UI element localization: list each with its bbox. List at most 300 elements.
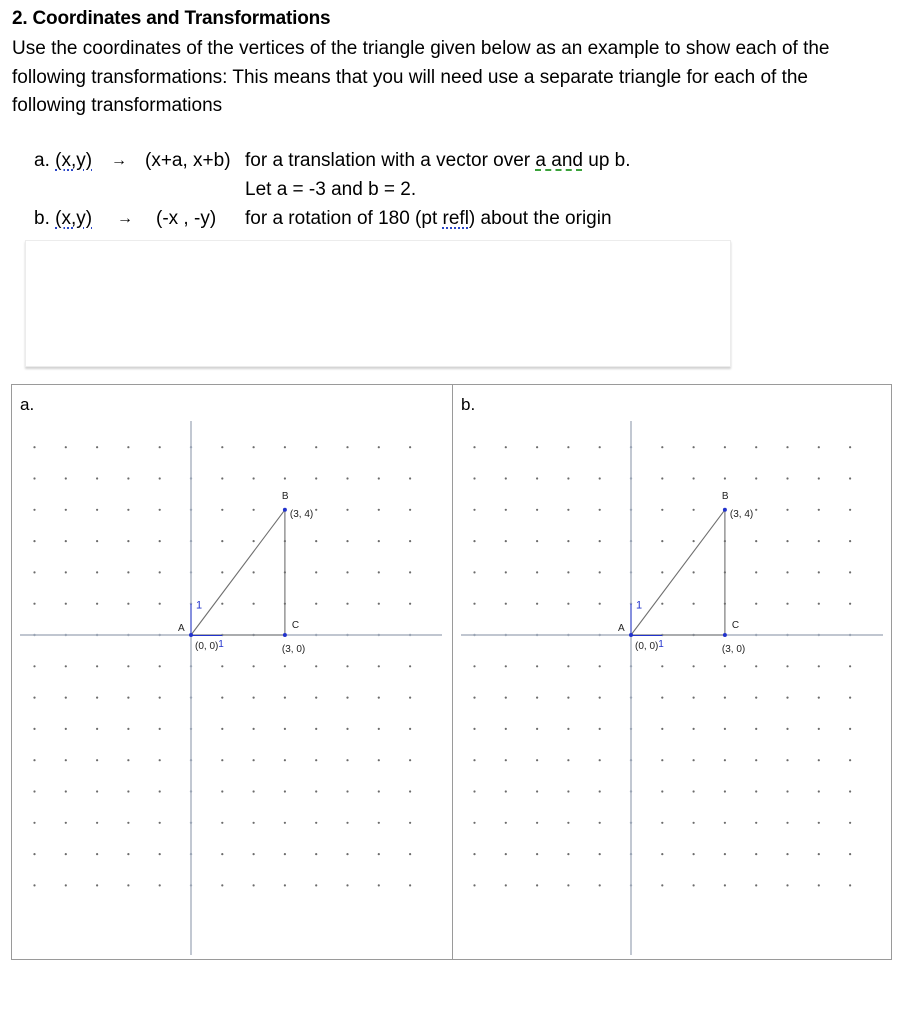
axis-tick — [630, 665, 632, 667]
grid-dot — [96, 571, 98, 573]
grid-dot — [567, 603, 569, 605]
grid-dot — [253, 540, 255, 542]
grid-dot — [378, 665, 380, 667]
grid-dot — [786, 509, 788, 511]
axis-tick — [96, 634, 98, 636]
grid-dot — [127, 509, 129, 511]
grid-dot — [96, 603, 98, 605]
grid-dot — [536, 728, 538, 730]
grid-dot — [724, 790, 726, 792]
grid-dot — [378, 697, 380, 699]
axis-tick — [786, 634, 788, 636]
grid-dot — [315, 603, 317, 605]
grid-dot — [221, 728, 223, 730]
grid-dot — [315, 571, 317, 573]
grid-dot — [378, 603, 380, 605]
grid-dot — [755, 603, 757, 605]
axis-tick — [190, 696, 192, 698]
grid-dot — [315, 884, 317, 886]
grid-dot — [315, 759, 317, 761]
rule-b-desc-flagged: refl — [442, 208, 469, 229]
grid-dot — [378, 728, 380, 730]
axis-tick — [33, 634, 35, 636]
grid-dot — [409, 571, 411, 573]
grid-dot — [724, 446, 726, 448]
grid-dot — [849, 571, 851, 573]
grid-dot — [599, 446, 601, 448]
grid-dot — [253, 697, 255, 699]
grid-dot — [505, 665, 507, 667]
grid-dot — [378, 822, 380, 824]
grid-dot — [159, 884, 161, 886]
grid-dot — [849, 728, 851, 730]
grid-dot — [661, 853, 663, 855]
axis-tick — [159, 634, 161, 636]
grid-dot — [409, 728, 411, 730]
grid-dot — [284, 446, 286, 448]
grid-dot — [755, 853, 757, 855]
coord-label-b: (3, 4) — [289, 508, 314, 520]
grid-dot — [127, 571, 129, 573]
rule-b-description — [245, 208, 612, 230]
grid-dot — [221, 853, 223, 855]
grid-dot — [661, 759, 663, 761]
grid-dot — [818, 665, 820, 667]
grid-dot — [127, 884, 129, 886]
grid-dot — [284, 853, 286, 855]
grid-dot — [253, 477, 255, 479]
axis-tick — [473, 634, 475, 636]
grid-dot — [661, 822, 663, 824]
grid-dot — [127, 665, 129, 667]
grid-dot — [253, 665, 255, 667]
grid-dot — [786, 477, 788, 479]
rule-b-output-coords: (-x , -y) — [156, 208, 217, 229]
grid-dot — [818, 697, 820, 699]
coord-label-c: (3, 0) — [281, 644, 306, 655]
grid-dot — [346, 853, 348, 855]
grid-dot — [693, 603, 695, 605]
grid-dot — [505, 509, 507, 511]
grid-dot — [849, 509, 851, 511]
grid-dot — [599, 477, 601, 479]
grid-dot — [786, 822, 788, 824]
grid-dot — [567, 697, 569, 699]
grid-dot — [818, 759, 820, 761]
grid-dot — [724, 697, 726, 699]
grid-dot — [755, 477, 757, 479]
grid-dot — [505, 790, 507, 792]
grid-dot — [536, 665, 538, 667]
grid-dot — [65, 477, 67, 479]
grid-dot — [127, 728, 129, 730]
grid-dot — [127, 759, 129, 761]
grid-dot — [599, 759, 601, 761]
grid-dot — [661, 571, 663, 573]
coord-label-a: (0, 0) — [635, 641, 659, 652]
grid-dot — [505, 853, 507, 855]
grid-dot — [567, 571, 569, 573]
grid-dot — [505, 697, 507, 699]
rule-b-label — [34, 208, 92, 230]
grid-dot — [346, 477, 348, 479]
grid-dot — [378, 446, 380, 448]
triangle-side-ab — [191, 510, 285, 635]
grid-dot — [818, 728, 820, 730]
grid-dot — [505, 759, 507, 761]
grid-dot — [818, 822, 820, 824]
grid-dot — [536, 697, 538, 699]
grid-dot — [33, 790, 35, 792]
grid-dot — [96, 728, 98, 730]
grid-dot — [284, 790, 286, 792]
grid-dot — [786, 446, 788, 448]
grid-dot — [536, 446, 538, 448]
grid-dot — [599, 540, 601, 542]
grid-dot — [346, 571, 348, 573]
grid-dot — [536, 759, 538, 761]
grid-a-label: a. — [20, 395, 35, 414]
point-a — [189, 633, 193, 637]
grid-dot — [221, 822, 223, 824]
point-b — [723, 508, 727, 512]
coord-label-a: (0, 0) — [195, 641, 219, 652]
point-c — [283, 633, 287, 637]
grid-dot — [473, 540, 475, 542]
grid-dot — [693, 790, 695, 792]
grid-dot — [284, 728, 286, 730]
grid-dot — [536, 571, 538, 573]
grid-dot — [33, 571, 35, 573]
axis-tick — [190, 822, 192, 824]
axis-tick — [505, 634, 507, 636]
grid-dot — [505, 728, 507, 730]
axis-tick — [630, 477, 632, 479]
grid-dot — [127, 446, 129, 448]
grid-dot — [284, 697, 286, 699]
axis-tick — [630, 884, 632, 886]
grid-dot — [378, 759, 380, 761]
grid-dot — [127, 540, 129, 542]
grid-dot — [253, 509, 255, 511]
grid-dot — [818, 571, 820, 573]
axis-tick — [190, 540, 192, 542]
grid-dot — [65, 603, 67, 605]
axis-tick — [630, 446, 632, 448]
grid-dot — [505, 571, 507, 573]
grid-dot — [96, 853, 98, 855]
axis-tick — [346, 634, 348, 636]
grid-dot — [159, 822, 161, 824]
axis-tick — [190, 446, 192, 448]
point-label-c: C — [731, 620, 740, 631]
grid-dot — [284, 884, 286, 886]
grid-dot — [409, 477, 411, 479]
grid-dot — [818, 853, 820, 855]
axis-tick — [567, 634, 569, 636]
grid-dot — [849, 603, 851, 605]
grid-dot — [755, 790, 757, 792]
grid-dot — [849, 446, 851, 448]
grid-dot — [536, 603, 538, 605]
grid-dot — [473, 822, 475, 824]
grid-dot — [253, 728, 255, 730]
grid-dot — [409, 446, 411, 448]
grid-dot — [159, 477, 161, 479]
grid-dot — [409, 790, 411, 792]
grid-dot — [505, 603, 507, 605]
coord-label-b: (3, 4) — [729, 508, 754, 520]
grid-dot — [221, 477, 223, 479]
grid-dot — [724, 884, 726, 886]
axis-tick — [65, 634, 67, 636]
grid-dot — [849, 477, 851, 479]
grid-dot — [567, 728, 569, 730]
grid-dot — [599, 571, 601, 573]
grid-dot — [724, 853, 726, 855]
grid-dot — [346, 540, 348, 542]
grid-dot — [315, 853, 317, 855]
grid-dot — [849, 884, 851, 886]
axis-tick — [849, 634, 851, 636]
rule-a-desc-end: up b. — [582, 150, 631, 171]
grid-dot — [536, 509, 538, 511]
rule-b-desc-end: ) about the origin — [468, 208, 612, 229]
grid-dot — [221, 759, 223, 761]
grid-dot — [693, 822, 695, 824]
grid-dot — [536, 477, 538, 479]
grid-dot — [33, 728, 35, 730]
grid-dot — [693, 728, 695, 730]
grid-dot — [221, 884, 223, 886]
grid-dot — [599, 884, 601, 886]
grid-dot — [661, 603, 663, 605]
grid-dot — [536, 540, 538, 542]
grid-dot — [346, 728, 348, 730]
grid-dot — [315, 728, 317, 730]
axis-tick — [190, 665, 192, 667]
grid-dot — [409, 759, 411, 761]
grid-dot — [33, 759, 35, 761]
grid-dot — [33, 477, 35, 479]
grid-dot — [473, 665, 475, 667]
grid-dot — [849, 853, 851, 855]
grid-dot — [786, 728, 788, 730]
grid-dot — [346, 509, 348, 511]
grid-dot — [724, 477, 726, 479]
rule-a-letter: a. — [34, 150, 50, 171]
axis-tick — [190, 509, 192, 511]
grid-dot — [849, 822, 851, 824]
grid-dot — [33, 697, 35, 699]
grid-dot — [473, 446, 475, 448]
grid-dot — [221, 665, 223, 667]
axis-tick — [409, 634, 411, 636]
grid-dot — [159, 540, 161, 542]
grid-dot — [221, 603, 223, 605]
grid-dot — [253, 822, 255, 824]
rule-a-description — [245, 150, 631, 172]
grid-dot — [818, 509, 820, 511]
grid-dot — [849, 540, 851, 542]
grid-dot — [315, 790, 317, 792]
axis-tick — [190, 759, 192, 761]
grid-dot — [378, 477, 380, 479]
grid-dot — [473, 728, 475, 730]
grid-dot — [221, 540, 223, 542]
grid-dot — [127, 477, 129, 479]
grid-dot — [127, 853, 129, 855]
grid-dot — [567, 822, 569, 824]
grid-dot — [755, 822, 757, 824]
grid-dot — [505, 822, 507, 824]
grid-dot — [505, 446, 507, 448]
grid-dot — [849, 790, 851, 792]
grid-dot — [473, 790, 475, 792]
rule-b-desc-start: for a rotation of 180 (pt — [245, 208, 443, 229]
grid-dot — [567, 884, 569, 886]
grid-dot — [159, 446, 161, 448]
grid-dot — [755, 728, 757, 730]
grid-dot — [96, 477, 98, 479]
grid-dot — [33, 540, 35, 542]
grid-dot — [661, 477, 663, 479]
grid-dot — [315, 665, 317, 667]
grid-dot — [346, 665, 348, 667]
axis-tick — [818, 634, 820, 636]
coordinate-grid-b — [453, 385, 893, 961]
unit-label-y: 1 — [196, 599, 203, 612]
grid-dot — [378, 509, 380, 511]
grid-dot — [96, 759, 98, 761]
grid-dot — [127, 603, 129, 605]
point-a — [629, 633, 633, 637]
axis-tick — [630, 728, 632, 730]
grid-dot — [849, 759, 851, 761]
rule-a-desc-flagged: a and — [535, 150, 583, 171]
axis-tick — [630, 790, 632, 792]
axis-tick — [630, 696, 632, 698]
grid-dot — [693, 665, 695, 667]
grid-dot — [599, 822, 601, 824]
grid-dot — [159, 790, 161, 792]
grid-dot — [693, 446, 695, 448]
grid-dot — [724, 665, 726, 667]
grid-dot — [567, 540, 569, 542]
axis-tick — [630, 509, 632, 511]
grid-dot — [818, 477, 820, 479]
grid-dot — [755, 509, 757, 511]
grid-dot — [786, 540, 788, 542]
axis-tick — [190, 728, 192, 730]
grid-dot — [127, 697, 129, 699]
grid-dot — [661, 790, 663, 792]
grid-dot — [536, 853, 538, 855]
grid-dot — [96, 884, 98, 886]
axis-tick — [630, 853, 632, 855]
axis-tick — [630, 540, 632, 542]
grid-dot — [221, 697, 223, 699]
grid-dot — [567, 446, 569, 448]
point-label-b: B — [281, 490, 289, 502]
grid-dot — [96, 790, 98, 792]
axis-tick — [190, 571, 192, 573]
grid-dot — [96, 446, 98, 448]
point-label-b: B — [721, 490, 729, 502]
rule-b-input-coords: (x,y) — [55, 208, 93, 229]
grid-dot — [818, 446, 820, 448]
grid-dot — [221, 571, 223, 573]
grid-dot — [409, 603, 411, 605]
grid-dot — [65, 822, 67, 824]
grid-dot — [159, 665, 161, 667]
grid-dot — [409, 509, 411, 511]
grid-dot — [409, 540, 411, 542]
grid-dot — [253, 571, 255, 573]
grid-dot — [693, 884, 695, 886]
grid-dot — [284, 665, 286, 667]
grid-dot — [284, 822, 286, 824]
axis-tick — [315, 634, 317, 636]
grid-dot — [253, 884, 255, 886]
grid-dot — [159, 853, 161, 855]
grid-dot — [33, 822, 35, 824]
grid-dot — [378, 540, 380, 542]
grid-dot — [346, 884, 348, 886]
axis-tick — [127, 634, 129, 636]
grid-dot — [221, 509, 223, 511]
grid-dot — [409, 822, 411, 824]
instructions-paragraph: Use the coordinates of the vertices of the triangle given below as an example to show each of the following transformations: This means that you will need use a separate triangle for each of the following transformations — [12, 38, 830, 116]
grid-dot — [473, 853, 475, 855]
unit-label-x: 1 — [658, 639, 664, 650]
grid-dot — [693, 759, 695, 761]
section-heading: 2. Coordinates and Transformations — [12, 8, 331, 29]
grid-dot — [786, 665, 788, 667]
grid-dot — [253, 853, 255, 855]
grid-dot — [505, 540, 507, 542]
grid-dot — [536, 884, 538, 886]
grid-dot — [661, 509, 663, 511]
grid-dot — [755, 759, 757, 761]
grid-dot — [96, 822, 98, 824]
grid-dot — [818, 790, 820, 792]
grid-dot — [315, 540, 317, 542]
grid-dot — [473, 603, 475, 605]
unit-label-x: 1 — [218, 639, 224, 650]
rule-b-arrow-icon: → — [117, 210, 133, 227]
grid-dot — [567, 477, 569, 479]
grid-dot — [33, 509, 35, 511]
rule-a-arrow-icon: → — [111, 152, 127, 169]
unit-label-y: 1 — [636, 599, 643, 612]
answer-text-box[interactable] — [25, 240, 731, 367]
grid-dot — [159, 759, 161, 761]
grid-dot — [567, 509, 569, 511]
grid-dot — [567, 759, 569, 761]
grid-dot — [755, 446, 757, 448]
grid-dot — [818, 603, 820, 605]
rule-a-label — [34, 150, 92, 172]
grid-dot — [65, 446, 67, 448]
axis-tick — [190, 477, 192, 479]
grid-dot — [473, 759, 475, 761]
grid-dot — [818, 884, 820, 886]
grid-dot — [755, 665, 757, 667]
grid-dot — [724, 759, 726, 761]
grid-dot — [693, 509, 695, 511]
axis-tick — [755, 634, 757, 636]
